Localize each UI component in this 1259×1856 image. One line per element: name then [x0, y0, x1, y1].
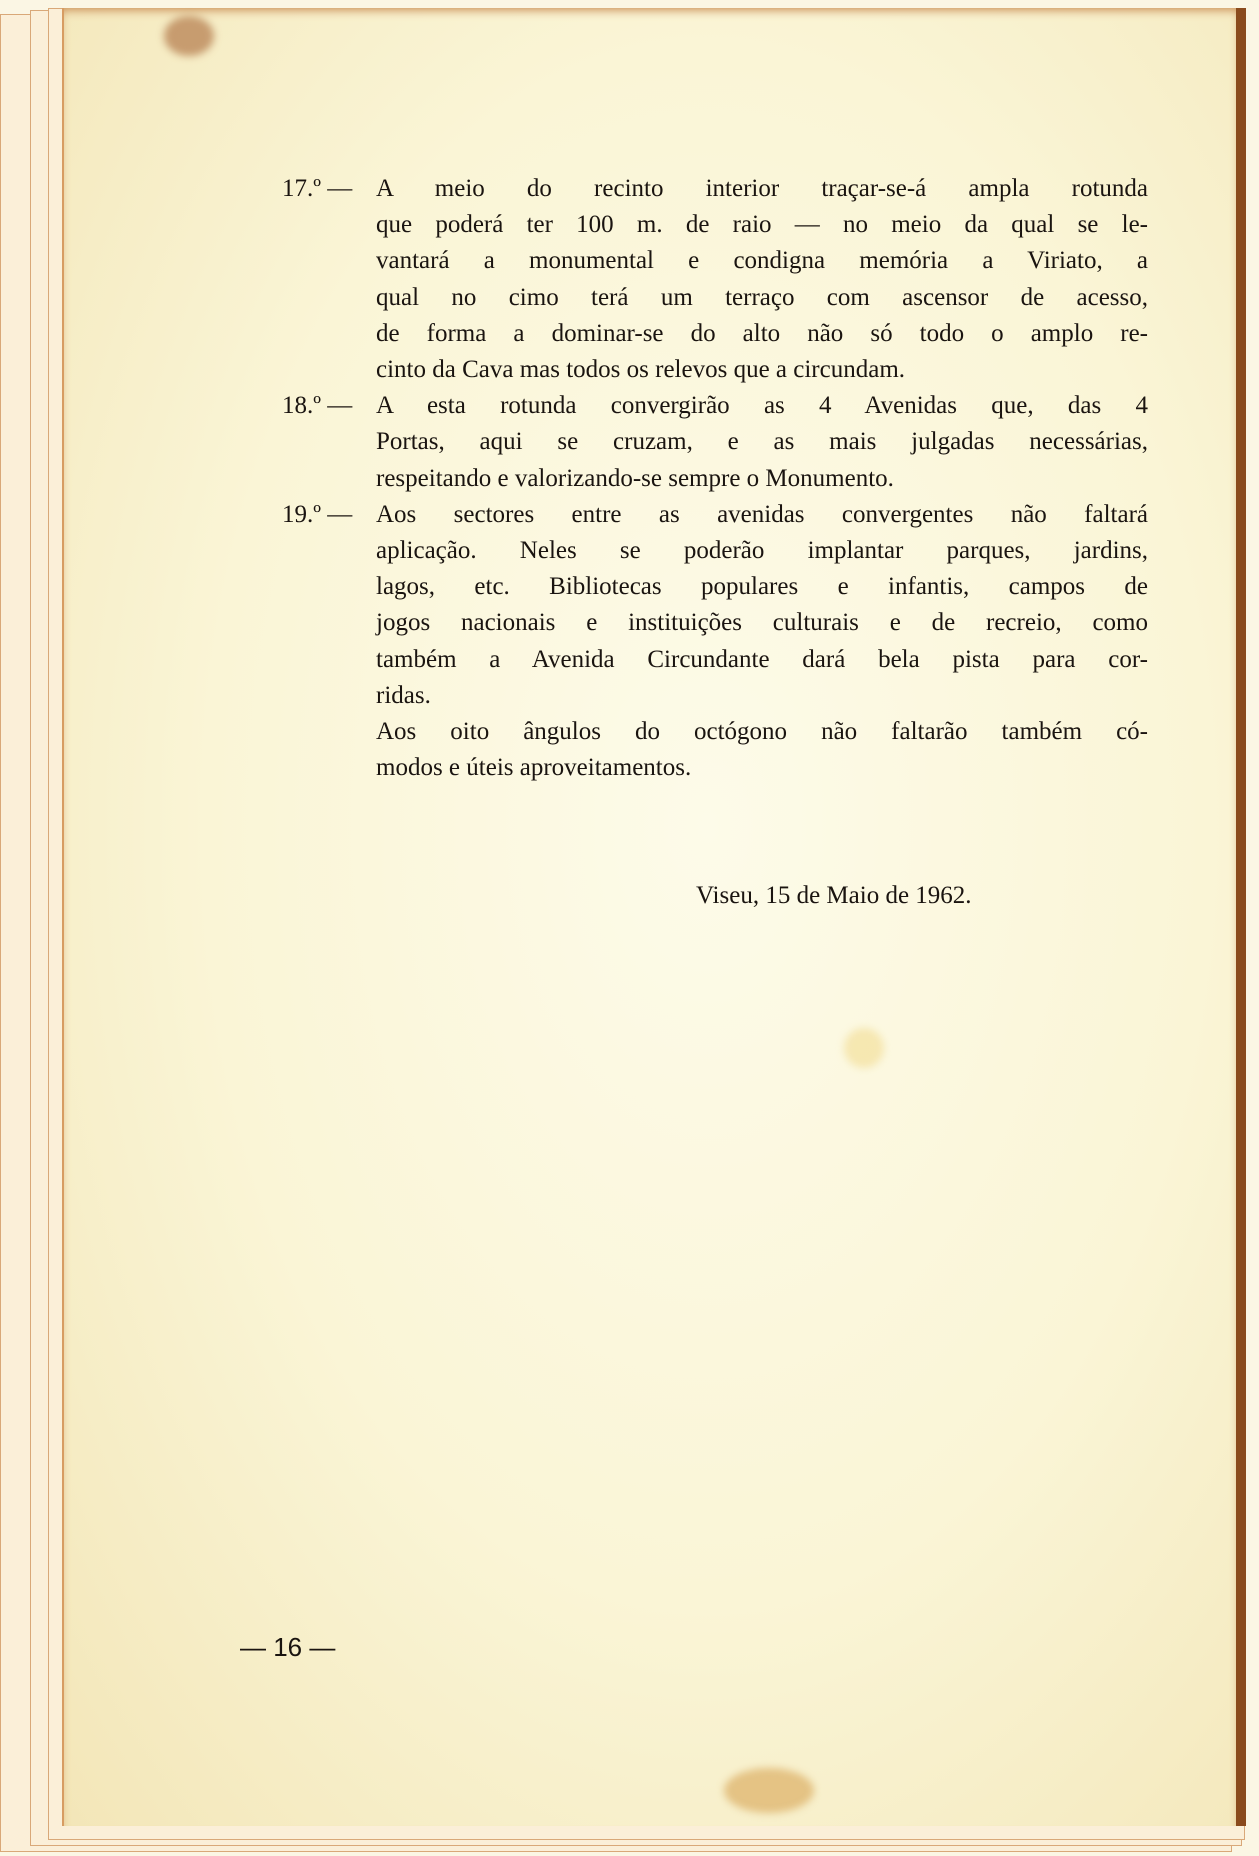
paper-stain — [724, 1768, 814, 1813]
page-number: — 16 — — [240, 1632, 336, 1662]
text-line: também a Avenida Circundante dará bela pista para cor- — [376, 645, 1148, 673]
article-number: 17.º — — [282, 175, 353, 202]
text-line: A esta rotunda convergirão as 4 Avenidas que, das 4 — [376, 392, 1148, 420]
paper-stain — [164, 16, 214, 56]
text-line: aplicação. Neles se poderão implantar parques, jardins, — [376, 537, 1148, 564]
text-line: vantará a monumental e condigna memória a Viriato, a — [376, 247, 1148, 275]
text-line: Portas, aqui se cruzam, e as mais julgadas necessárias, — [376, 428, 1148, 456]
text-line: cinto da Cava mas todos os relevos que a circundam. — [376, 356, 906, 383]
text-line: que poderá ter 100 m. de raio — no meio da qual se le- — [376, 211, 1148, 239]
text-line: modos e úteis aproveitamentos. — [376, 754, 692, 782]
article-number: 18.º — — [282, 392, 353, 420]
text-line: respeitando e valorizando-se sempre o Monumento. — [376, 464, 894, 492]
text-line: lagos, etc. Bibliotecas populares e infantis, campos de — [376, 573, 1148, 601]
text-line: Aos sectores entre as avenidas convergentes não faltará — [376, 500, 1148, 528]
text-line: qual no cimo terá um terraço com ascensor de acesso, — [376, 283, 1148, 311]
text-line: jogos nacionais e instituições culturais e de recreio, como — [376, 609, 1148, 637]
text-line: ridas. — [376, 681, 431, 709]
text-line: Aos oito ângulos do octógono não faltarão também có- — [376, 718, 1148, 745]
date-line: Viseu, 15 de Maio de 1962. — [696, 882, 972, 909]
text-line: de forma a dominar-se do alto não só todo o amplo re- — [376, 319, 1148, 347]
paper-stain — [844, 1028, 884, 1068]
article-number: 19.º — — [282, 500, 353, 528]
text-line: A meio do recinto interior traçar-se-á ampla rotunda — [376, 175, 1148, 202]
